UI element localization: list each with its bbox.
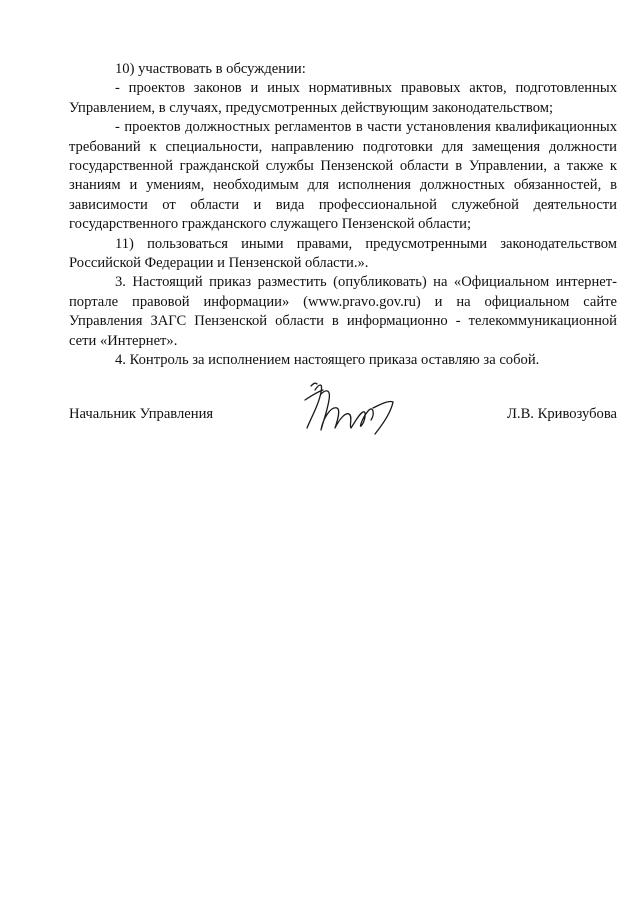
paragraph-draft-regulations: - проектов должностных регламентов в части установления квалификационных требований к специальности, направлению подготовки для замещения должности государственной гражданской службы Пензенской области в Управлении, а также к знаниям и умениям, необходимым для исполнения должностных обязанностей, в зависимости от области и вида профессиональной служебной деятельности государственного гражданского служащего Пензенской области; <box>69 119 617 233</box>
paragraph-clause-4: 4. Контроль за исполнением настоящего приказа оставляю за собой. <box>115 352 540 369</box>
document-body <box>69 60 617 371</box>
paragraph-clause-3: 3. Настоящий приказ разместить (опубликовать) на «Официальном интернет-портале правовой информации» (www.pravo.gov.ru) и на официальном сайте Управления ЗАГС Пензенской области в информационно - телекоммуникационной сети «Интернет». <box>69 274 617 349</box>
signatory-name: Л.В. Кривозубова <box>507 406 617 422</box>
paragraph-draft-laws: - проектов законов и иных нормативных правовых актов, подготовленных Управлением, в случаях, предусмотренных действующим законодательством; <box>69 80 617 116</box>
signatory-title: Начальник Управления <box>69 406 214 422</box>
paragraph-item-10: 10) участвовать в обсуждении: <box>115 61 306 77</box>
paragraph-item-11: 11) пользоваться иными правами, предусмотренными законодательством Российской Федерации и Пензенской области.». <box>69 235 617 272</box>
signature-block <box>69 378 617 448</box>
handwritten-signature-icon <box>301 378 401 446</box>
